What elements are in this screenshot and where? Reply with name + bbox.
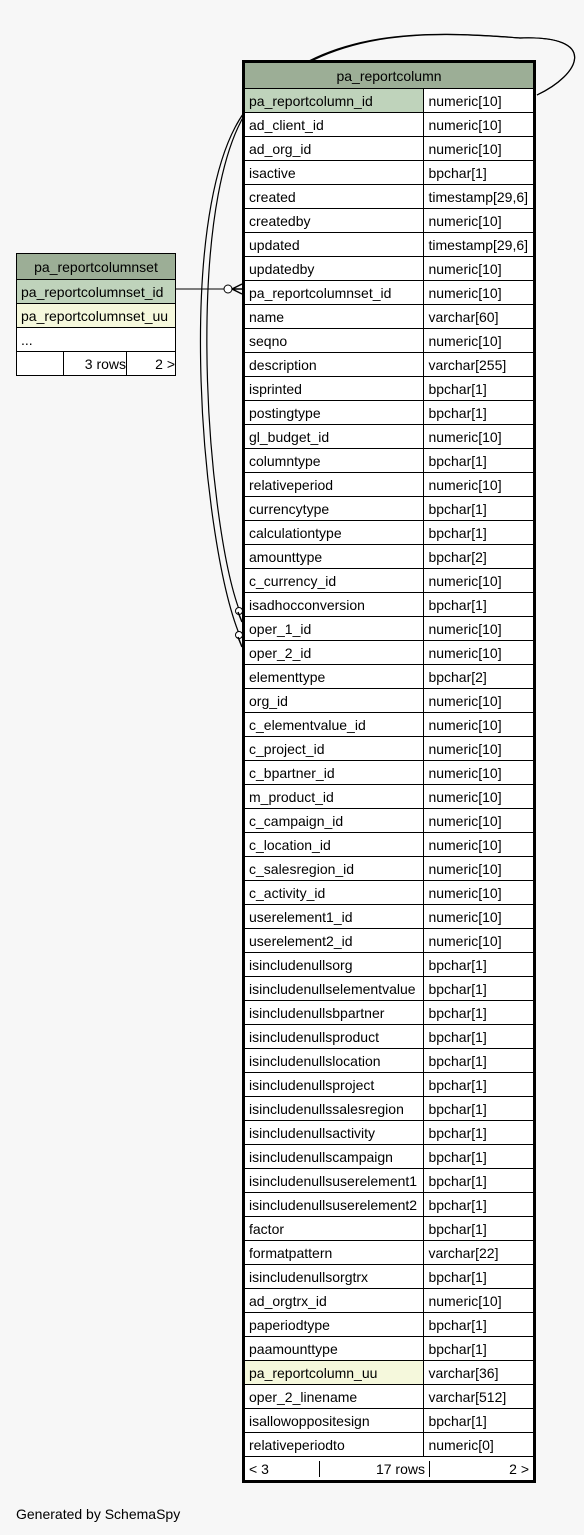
column-type: bpchar[1] bbox=[424, 1169, 535, 1193]
column-type: numeric[10] bbox=[424, 713, 535, 737]
column-row bbox=[244, 1121, 535, 1145]
column-name: paperiodtype bbox=[244, 1313, 424, 1337]
column-row bbox=[244, 257, 535, 281]
column-row bbox=[244, 761, 535, 785]
column-row bbox=[244, 1409, 535, 1433]
column-row bbox=[244, 977, 535, 1001]
column-row bbox=[244, 137, 535, 161]
column-name: factor bbox=[244, 1217, 424, 1241]
column-name: gl_budget_id bbox=[244, 425, 424, 449]
column-type: numeric[10] bbox=[424, 761, 535, 785]
column-type: varchar[36] bbox=[424, 1361, 535, 1385]
column-name: isincludenullsproject bbox=[244, 1073, 424, 1097]
column-name: elementtype bbox=[244, 665, 424, 689]
column-name: currencytype bbox=[244, 497, 424, 521]
column-name: paamounttype bbox=[244, 1337, 424, 1361]
column-name: pa_reportcolumnset_id bbox=[244, 281, 424, 305]
column-row bbox=[244, 425, 535, 449]
column-row bbox=[244, 785, 535, 809]
column-name: isincludenullselementvalue bbox=[244, 977, 424, 1001]
column-name: ad_org_id bbox=[244, 137, 424, 161]
column-type: numeric[10] bbox=[424, 473, 535, 497]
column-name: pa_reportcolumn_id bbox=[244, 89, 424, 113]
column-row bbox=[244, 377, 535, 401]
column-name: c_salesregion_id bbox=[244, 857, 424, 881]
column-type: bpchar[1] bbox=[424, 1409, 535, 1433]
column-type: numeric[10] bbox=[424, 785, 535, 809]
column-row bbox=[244, 1385, 535, 1409]
column-type: bpchar[1] bbox=[424, 1025, 535, 1049]
column-row bbox=[244, 953, 535, 977]
column-type: bpchar[1] bbox=[424, 377, 535, 401]
column-row bbox=[244, 161, 535, 185]
column-name: postingtype bbox=[244, 401, 424, 425]
column-type: numeric[10] bbox=[424, 929, 535, 953]
column-type: bpchar[1] bbox=[424, 1001, 535, 1025]
column-type: numeric[10] bbox=[424, 425, 535, 449]
main-prev-link[interactable]: < 3 bbox=[245, 1461, 320, 1477]
column-row bbox=[244, 209, 535, 233]
column-row bbox=[244, 497, 535, 521]
column-name: userelement1_id bbox=[244, 905, 424, 929]
column-type: numeric[10] bbox=[424, 89, 535, 113]
set-title: pa_reportcolumnset bbox=[17, 254, 176, 280]
column-name: isincludenullsbpartner bbox=[244, 1001, 424, 1025]
column-row bbox=[244, 1193, 535, 1217]
column-row bbox=[244, 1289, 535, 1313]
column-type: bpchar[1] bbox=[424, 161, 535, 185]
column-row bbox=[244, 809, 535, 833]
column-row bbox=[244, 857, 535, 881]
column-type: bpchar[1] bbox=[424, 593, 535, 617]
column-name: ad_orgtrx_id bbox=[244, 1289, 424, 1313]
column-type: bpchar[1] bbox=[424, 1049, 535, 1073]
set-next-link[interactable]: 2 > bbox=[127, 352, 176, 376]
column-row bbox=[244, 185, 535, 209]
column-row bbox=[244, 1337, 535, 1361]
column-row bbox=[244, 1097, 535, 1121]
column-row bbox=[244, 1433, 535, 1457]
column-row bbox=[244, 401, 535, 425]
column-row bbox=[244, 1217, 535, 1241]
set-column-row: pa_reportcolumnset_uu bbox=[17, 304, 176, 328]
column-type: bpchar[1] bbox=[424, 1265, 535, 1289]
column-type: timestamp[29,6] bbox=[424, 185, 535, 209]
column-name: amounttype bbox=[244, 545, 424, 569]
main-row-count: 17 rows bbox=[320, 1461, 430, 1477]
column-name: seqno bbox=[244, 329, 424, 353]
main-columns bbox=[244, 89, 535, 1457]
column-row bbox=[244, 305, 535, 329]
column-row bbox=[244, 1001, 535, 1025]
column-name: isincludenullsactivity bbox=[244, 1121, 424, 1145]
column-row bbox=[244, 569, 535, 593]
column-type: bpchar[1] bbox=[424, 1073, 535, 1097]
column-name: createdby bbox=[244, 209, 424, 233]
column-name: name bbox=[244, 305, 424, 329]
column-type: numeric[10] bbox=[424, 257, 535, 281]
column-type: bpchar[1] bbox=[424, 1145, 535, 1169]
column-type: bpchar[1] bbox=[424, 521, 535, 545]
column-type: numeric[10] bbox=[424, 281, 535, 305]
column-type: varchar[512] bbox=[424, 1385, 535, 1409]
column-type: timestamp[29,6] bbox=[424, 233, 535, 257]
fk-crowfoot bbox=[232, 284, 242, 294]
column-type: numeric[10] bbox=[424, 569, 535, 593]
column-name: m_product_id bbox=[244, 785, 424, 809]
column-row bbox=[244, 1049, 535, 1073]
column-name: created bbox=[244, 185, 424, 209]
column-type: numeric[10] bbox=[424, 905, 535, 929]
table-pa-reportcolumn[interactable] bbox=[242, 60, 536, 1483]
column-row bbox=[244, 113, 535, 137]
column-name: isincludenullsorg bbox=[244, 953, 424, 977]
column-type: numeric[10] bbox=[424, 881, 535, 905]
column-name: org_id bbox=[244, 689, 424, 713]
column-type: bpchar[1] bbox=[424, 1097, 535, 1121]
column-name: isincludenullsuserelement1 bbox=[244, 1169, 424, 1193]
column-name: c_activity_id bbox=[244, 881, 424, 905]
column-type: numeric[10] bbox=[424, 329, 535, 353]
column-name: calculationtype bbox=[244, 521, 424, 545]
column-name: isincludenullssalesregion bbox=[244, 1097, 424, 1121]
column-row bbox=[244, 641, 535, 665]
column-name: relativeperiodto bbox=[244, 1433, 424, 1457]
column-name: c_bpartner_id bbox=[244, 761, 424, 785]
column-type: numeric[10] bbox=[424, 833, 535, 857]
column-row bbox=[244, 545, 535, 569]
column-name: relativeperiod bbox=[244, 473, 424, 497]
column-name: ad_client_id bbox=[244, 113, 424, 137]
column-type: numeric[10] bbox=[424, 137, 535, 161]
column-name: pa_reportcolumn_uu bbox=[244, 1361, 424, 1385]
column-type: bpchar[1] bbox=[424, 1193, 535, 1217]
column-name: c_location_id bbox=[244, 833, 424, 857]
column-row bbox=[244, 89, 535, 113]
column-name: c_currency_id bbox=[244, 569, 424, 593]
column-row bbox=[244, 521, 535, 545]
column-name: oper_1_id bbox=[244, 617, 424, 641]
column-row bbox=[244, 1313, 535, 1337]
column-type: numeric[10] bbox=[424, 809, 535, 833]
column-type: bpchar[1] bbox=[424, 449, 535, 473]
column-type: numeric[10] bbox=[424, 1289, 535, 1313]
column-row bbox=[244, 1169, 535, 1193]
column-row bbox=[244, 617, 535, 641]
column-row bbox=[244, 713, 535, 737]
generated-by-footer: Generated by SchemaSpy bbox=[16, 1506, 181, 1522]
set-row-count: 3 rows bbox=[64, 352, 127, 376]
column-type: varchar[22] bbox=[424, 1241, 535, 1265]
column-row bbox=[244, 665, 535, 689]
column-name: columntype bbox=[244, 449, 424, 473]
column-name: description bbox=[244, 353, 424, 377]
column-row bbox=[244, 1265, 535, 1289]
column-row bbox=[244, 473, 535, 497]
column-type: bpchar[1] bbox=[424, 401, 535, 425]
column-type: bpchar[1] bbox=[424, 1313, 535, 1337]
column-row bbox=[244, 905, 535, 929]
column-name: updated bbox=[244, 233, 424, 257]
column-row bbox=[244, 1145, 535, 1169]
main-next-link[interactable]: 2 > bbox=[509, 1460, 529, 1477]
set-column-row: pa_reportcolumnset_id bbox=[17, 280, 176, 304]
column-type: bpchar[2] bbox=[424, 665, 535, 689]
column-type: numeric[10] bbox=[424, 737, 535, 761]
column-name: isadhocconversion bbox=[244, 593, 424, 617]
column-type: numeric[0] bbox=[424, 1433, 535, 1457]
column-name: formatpattern bbox=[244, 1241, 424, 1265]
column-name: oper_2_id bbox=[244, 641, 424, 665]
column-type: numeric[10] bbox=[424, 209, 535, 233]
column-name: isprinted bbox=[244, 377, 424, 401]
fk-zero-marker bbox=[224, 285, 232, 293]
column-type: bpchar[1] bbox=[424, 1217, 535, 1241]
column-name: isallowoppositesign bbox=[244, 1409, 424, 1433]
column-type: numeric[10] bbox=[424, 617, 535, 641]
column-row bbox=[244, 881, 535, 905]
column-row bbox=[244, 233, 535, 257]
column-row bbox=[244, 833, 535, 857]
column-name: isincludenullslocation bbox=[244, 1049, 424, 1073]
column-name: isincludenullsproduct bbox=[244, 1025, 424, 1049]
column-row bbox=[244, 929, 535, 953]
column-type: bpchar[1] bbox=[424, 497, 535, 521]
column-name: isincludenullscampaign bbox=[244, 1145, 424, 1169]
column-type: bpchar[1] bbox=[424, 1121, 535, 1145]
column-row bbox=[244, 329, 535, 353]
column-row bbox=[244, 593, 535, 617]
column-row bbox=[244, 737, 535, 761]
main-title: pa_reportcolumn bbox=[244, 62, 535, 89]
column-type: numeric[10] bbox=[424, 857, 535, 881]
column-name: isactive bbox=[244, 161, 424, 185]
column-name: updatedby bbox=[244, 257, 424, 281]
column-type: numeric[10] bbox=[424, 689, 535, 713]
column-name: c_project_id bbox=[244, 737, 424, 761]
column-type: numeric[10] bbox=[424, 113, 535, 137]
column-row bbox=[244, 1025, 535, 1049]
column-name: userelement2_id bbox=[244, 929, 424, 953]
table-pa-reportcolumnset[interactable] bbox=[16, 253, 176, 376]
column-row bbox=[244, 353, 535, 377]
column-type: bpchar[1] bbox=[424, 1337, 535, 1361]
column-name: isincludenullsuserelement2 bbox=[244, 1193, 424, 1217]
column-row bbox=[244, 281, 535, 305]
column-type: bpchar[1] bbox=[424, 953, 535, 977]
set-footer-blank bbox=[17, 352, 64, 376]
column-row bbox=[244, 1361, 535, 1385]
column-type: numeric[10] bbox=[424, 641, 535, 665]
column-row bbox=[244, 1241, 535, 1265]
set-column-row: ... bbox=[17, 328, 176, 352]
column-name: isincludenullsorgtrx bbox=[244, 1265, 424, 1289]
column-name: oper_2_linename bbox=[244, 1385, 424, 1409]
column-name: c_elementvalue_id bbox=[244, 713, 424, 737]
column-type: varchar[60] bbox=[424, 305, 535, 329]
column-row bbox=[244, 449, 535, 473]
column-type: bpchar[1] bbox=[424, 977, 535, 1001]
column-row bbox=[244, 1073, 535, 1097]
column-row bbox=[244, 689, 535, 713]
column-type: bpchar[2] bbox=[424, 545, 535, 569]
column-name: c_campaign_id bbox=[244, 809, 424, 833]
column-type: varchar[255] bbox=[424, 353, 535, 377]
